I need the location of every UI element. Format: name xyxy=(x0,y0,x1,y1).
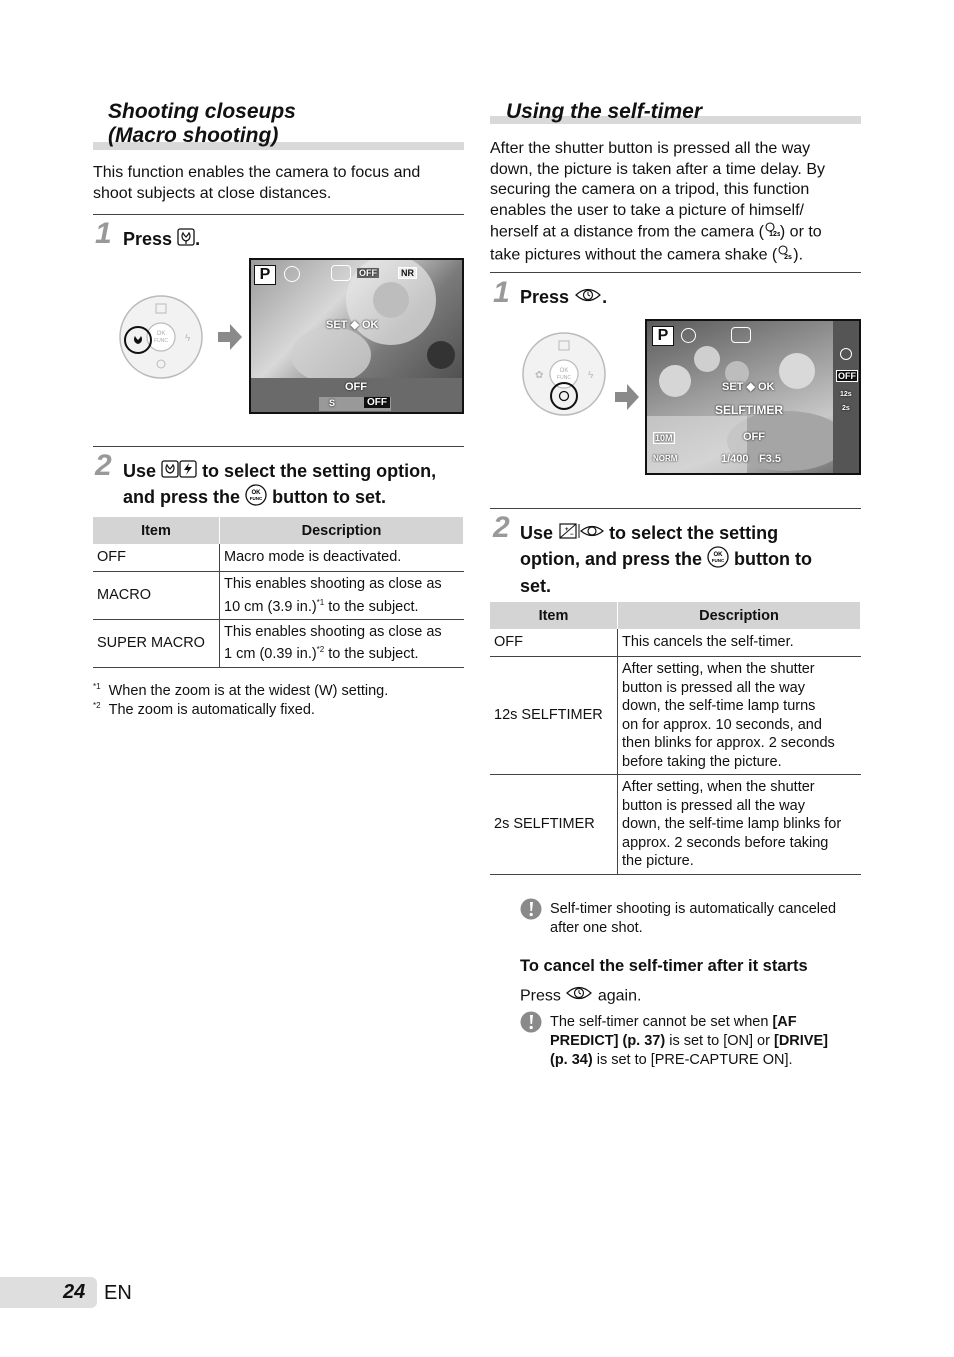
intro-text: herself at a distance from the camera ( xyxy=(490,223,764,241)
svg-text:FUNC: FUNC xyxy=(711,558,725,564)
step2-line2 xyxy=(123,484,468,512)
desc-line: After setting, when the shutter xyxy=(622,661,815,677)
caution-text-part: is set to [ON] or xyxy=(665,1033,774,1049)
desc-text: 10 cm (3.9 in.) xyxy=(224,598,317,615)
svg-text:FUNC: FUNC xyxy=(154,338,168,344)
osd-shutter: 1/400 xyxy=(721,453,749,465)
self-timer-icon xyxy=(840,348,852,360)
step2-press-text: and press the xyxy=(123,487,241,507)
desc-line: the picture. xyxy=(622,853,694,869)
intro-line: down, the picture is taken after a time delay. By xyxy=(490,160,825,178)
osd-selftimer: SELFTIMER xyxy=(715,403,783,417)
desc-line: approx. 2 seconds before taking xyxy=(622,834,829,851)
page-number: 24 xyxy=(63,1281,86,1303)
footnote-mark: *1 xyxy=(93,682,101,691)
osd-off-selected: OFF xyxy=(838,371,856,381)
caution-bold: PREDICT] (p. 37) xyxy=(550,1033,666,1049)
step-number: 1 xyxy=(493,276,510,309)
flash-icon xyxy=(284,266,300,282)
cancel-press-text: Press xyxy=(520,987,561,1005)
table-cell-item: OFF xyxy=(93,544,220,572)
self-timer-icon xyxy=(565,984,593,1009)
osd-norm: NORM xyxy=(653,454,678,463)
table-row xyxy=(490,629,861,657)
table-row xyxy=(93,544,464,572)
mode-badge xyxy=(652,326,674,346)
caution-icon xyxy=(520,898,542,925)
desc-text: 1 cm (0.39 in.) xyxy=(224,646,317,663)
svg-text:ϟ: ϟ xyxy=(588,370,594,381)
table-row xyxy=(490,775,861,875)
caution-text xyxy=(550,1013,862,1070)
caution-text xyxy=(550,900,862,938)
divider xyxy=(93,446,464,447)
step-end: . xyxy=(602,287,608,307)
svg-text:2s: 2s xyxy=(784,253,793,260)
step2-press-text: option, and press the xyxy=(520,549,703,569)
footnote-ref: *2 xyxy=(316,645,325,655)
desc-text: to the subject. xyxy=(324,598,419,615)
mode-label: P xyxy=(657,327,669,344)
osd-aperture: F3.5 xyxy=(759,453,782,465)
osd-off: OFF xyxy=(743,431,765,443)
camera-screen-selftimer xyxy=(645,319,861,475)
self-timer-12s-icon xyxy=(764,221,780,244)
osd-off: OFF xyxy=(359,268,377,278)
svg-text:FUNC: FUNC xyxy=(249,496,263,502)
arrow-pad-icon xyxy=(118,294,204,380)
step1-instruction xyxy=(520,285,607,310)
mode-label: P xyxy=(259,266,271,283)
self-timer-icon xyxy=(574,286,602,310)
divider xyxy=(490,272,861,273)
step2-instruction xyxy=(123,459,468,512)
svg-text:ϟ: ϟ xyxy=(185,333,191,344)
table-cell-desc: This cancels the self-timer. xyxy=(618,629,861,657)
footnote-ref: *1 xyxy=(316,597,325,607)
svg-text:12s: 12s xyxy=(769,231,780,237)
step1-instruction xyxy=(123,227,200,252)
caution-icon xyxy=(520,1011,542,1038)
caution-bold: [AF xyxy=(772,1014,797,1030)
svg-text:+: + xyxy=(565,527,569,534)
divider xyxy=(93,214,464,215)
svg-text:OK: OK xyxy=(156,331,166,337)
mode-badge xyxy=(254,265,276,285)
arrow-pad-icon xyxy=(521,331,607,417)
caution-text-part: is set to [PRE-CAPTURE ON]. xyxy=(592,1052,793,1068)
table-row xyxy=(490,657,861,775)
svg-text:OK: OK xyxy=(559,368,569,374)
osd-bottom-label: OFF xyxy=(345,381,367,393)
table-cell-desc xyxy=(220,619,464,667)
desc-text: This enables shooting as close as xyxy=(224,576,442,592)
step2-select-text: to select the setting option, xyxy=(202,461,437,481)
arrow-right-icon xyxy=(218,324,242,355)
caution-bold: [DRIVE] xyxy=(773,1033,828,1049)
osd-off-selected: OFF xyxy=(364,397,390,408)
step-label: Press xyxy=(123,229,173,249)
stabilizer-icon xyxy=(731,327,751,343)
desc-line: on for approx. 10 seconds, and xyxy=(622,716,822,733)
table-header-item: Item xyxy=(490,602,618,629)
desc-line: down, the self-time lamp blinks for xyxy=(622,816,842,832)
intro-text: ). xyxy=(793,245,804,263)
step2-instruction xyxy=(520,521,860,598)
macro-flash-icon xyxy=(161,460,197,484)
caution-line: after one shot. xyxy=(550,920,643,936)
arrow-right-icon xyxy=(615,384,639,415)
intro-line: enables the user to take a picture of himself/ xyxy=(490,201,804,219)
table-header-row xyxy=(93,517,464,544)
footnote xyxy=(93,696,315,720)
table-header-row xyxy=(490,602,861,629)
osd-2s: 2s xyxy=(842,405,850,412)
intro-line: After the shutter button is pressed all the way xyxy=(490,140,811,157)
step2-button-text: button to xyxy=(734,549,813,569)
table-row xyxy=(93,572,464,620)
cancel-again-text: again. xyxy=(597,987,642,1005)
desc-line: button is pressed all the way xyxy=(622,679,805,696)
footnote-text: The zoom is automatically fixed. xyxy=(108,701,315,718)
macro-options-table xyxy=(93,517,464,668)
table-header-description: Description xyxy=(220,517,464,544)
flash-icon xyxy=(681,328,696,343)
table-header-item: Item xyxy=(93,517,220,544)
table-cell-item: OFF xyxy=(490,629,618,657)
footnote-text: When the zoom is at the widest (W) setting. xyxy=(108,682,389,699)
svg-text:OK: OK xyxy=(713,552,723,559)
language-code: EN xyxy=(104,1282,132,1304)
intro-line xyxy=(490,221,862,244)
camera-screen-macro xyxy=(249,258,464,414)
osd-set-ok: SET ◆ OK xyxy=(326,319,379,331)
stabilizer-icon xyxy=(331,265,351,281)
caution-text-part: The self-timer cannot be set when xyxy=(550,1014,773,1030)
step-number: 1 xyxy=(95,217,112,250)
intro-text: ) or to xyxy=(779,223,822,241)
step2-use: Use xyxy=(123,461,157,481)
step-number: 2 xyxy=(95,449,112,482)
section-title-line1: Shooting closeups xyxy=(108,100,296,123)
osd-12s: 12s xyxy=(840,391,852,398)
section-title-selftimer: Using the self-timer xyxy=(506,100,703,123)
step2-set-text: button to set. xyxy=(272,487,387,507)
table-row xyxy=(93,619,464,667)
svg-text:✿: ✿ xyxy=(535,370,544,381)
desc-text: to the subject. xyxy=(324,646,419,663)
table-cell-desc xyxy=(618,657,861,775)
svg-text:−: − xyxy=(570,532,574,539)
section-title-macro xyxy=(108,100,458,148)
desc-line: before taking the picture. xyxy=(622,753,782,770)
osd-nr: NR xyxy=(398,267,417,279)
table-cell-item: 2s SELFTIMER xyxy=(490,775,618,875)
footnote-mark: *2 xyxy=(93,701,101,710)
divider xyxy=(490,508,861,509)
macro-intro: This function enables the camera to focus and shoot subjects at close distances. xyxy=(93,164,421,202)
step-end: . xyxy=(195,229,201,249)
table-cell-desc xyxy=(618,775,861,875)
cancel-instruction xyxy=(520,984,641,1009)
svg-text:OK: OK xyxy=(251,490,261,497)
table-header-description: Description xyxy=(618,602,861,629)
table-cell-item: 12s SELFTIMER xyxy=(490,657,618,775)
macro-icon xyxy=(177,228,195,252)
ok-func-button-icon xyxy=(245,484,267,512)
step2-select-text: to select the setting xyxy=(609,523,779,543)
osd-s: S xyxy=(329,398,336,408)
self-timer-2s-icon xyxy=(777,244,793,267)
svg-text:FUNC: FUNC xyxy=(557,375,571,381)
ok-func-button-icon xyxy=(707,546,729,574)
intro-text: take pictures without the camera shake ( xyxy=(490,245,778,263)
caution-bold: (p. 34) xyxy=(550,1052,593,1068)
people-illustration xyxy=(647,321,859,473)
step-label: Press xyxy=(520,287,570,307)
step2-line1 xyxy=(123,459,468,484)
selftimer-options-table xyxy=(490,602,861,875)
desc-line: button is pressed all the way xyxy=(622,797,805,814)
cancel-heading: To cancel the self-timer after it starts xyxy=(520,957,808,975)
step2-line3: set. xyxy=(520,576,552,597)
desc-line: After setting, when the shutter xyxy=(622,779,815,795)
table-cell-desc xyxy=(220,572,464,620)
table-cell-item: SUPER MACRO xyxy=(93,619,220,667)
osd-size: 10M xyxy=(655,433,673,443)
desc-line: then blinks for approx. 2 seconds xyxy=(622,735,835,751)
table-cell-desc: Macro mode is deactivated. xyxy=(220,544,464,572)
osd-set-ok: SET ◆ OK xyxy=(722,381,775,393)
step-number: 2 xyxy=(493,511,510,544)
intro-line: securing the camera on a tripod, this function xyxy=(490,181,810,198)
selftimer-intro xyxy=(490,139,862,266)
intro-line xyxy=(490,244,862,267)
step2-use: Use xyxy=(520,523,554,543)
exposure-selftimer-icon xyxy=(558,522,604,546)
section-title-line2: (Macro shooting) xyxy=(108,124,279,147)
desc-line: down, the self-time lamp turns xyxy=(622,698,816,714)
table-cell-item: MACRO xyxy=(93,572,220,620)
step2-line1 xyxy=(520,521,860,546)
caution-line: Self-timer shooting is automatically canceled xyxy=(550,901,837,917)
step2-line2 xyxy=(520,546,860,574)
desc-text: This enables shooting as close as xyxy=(224,623,442,640)
